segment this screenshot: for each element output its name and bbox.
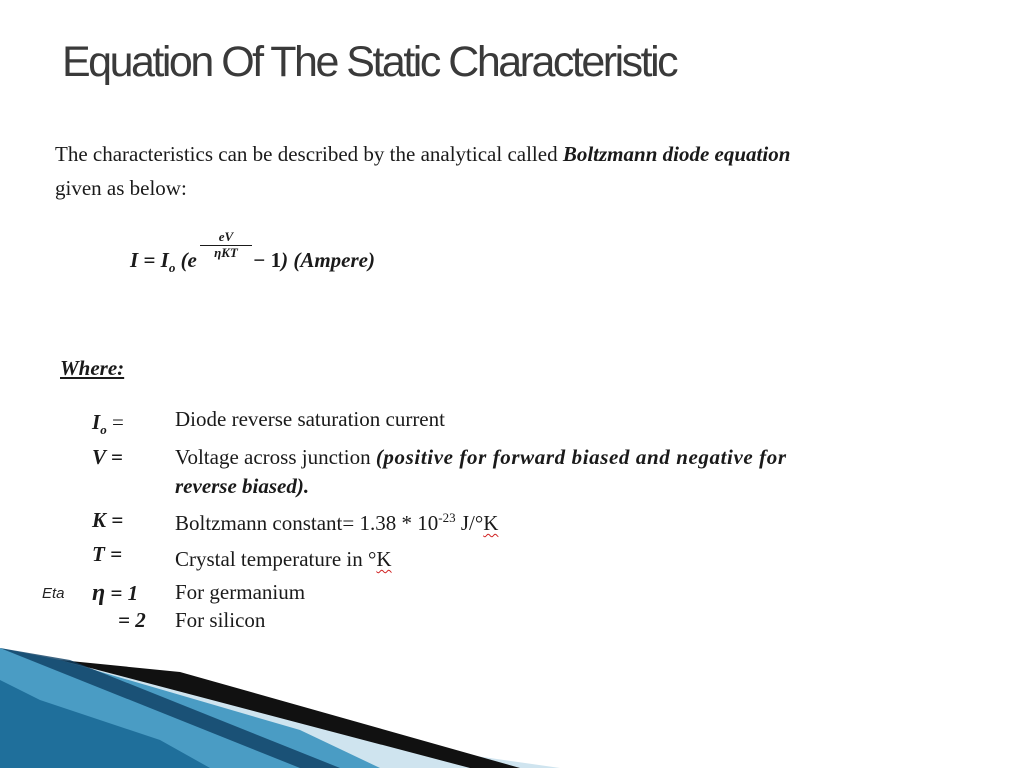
where-label: Where: xyxy=(60,356,125,380)
def-desc-k-exponent: -23 xyxy=(438,510,456,525)
eq-exp-denominator: ηKT xyxy=(214,245,238,260)
eq-open: (e xyxy=(175,248,197,272)
def-desc-v xyxy=(175,445,787,470)
eq-minus-one: − 1 xyxy=(248,248,282,272)
def-symbol-t: T = xyxy=(92,542,123,566)
def-desc-silicon: For silicon xyxy=(175,608,266,632)
intro-bold-term: Boltzmann diode equation xyxy=(562,142,791,166)
eta-note: Eta xyxy=(42,585,65,602)
eq-lhs: I = I xyxy=(130,248,169,272)
def-desc-k-text: Boltzmann constant= 1.38 * 10 xyxy=(175,511,439,535)
def-symbol-k: K = xyxy=(92,508,124,532)
def-desc-k-unit: K xyxy=(483,511,499,535)
def-desc-germanium: For germanium xyxy=(175,580,306,604)
def-desc-v-text: Voltage across junction xyxy=(175,445,376,469)
intro-line-2: given as below: xyxy=(55,176,187,200)
def-symbol-eta-eq: = 1 xyxy=(105,581,139,605)
intro-text: The characteristics can be described by the analytical called xyxy=(55,142,563,166)
eq-close: ) (Ampere) xyxy=(281,248,375,272)
def-desc-k-tail: J/° xyxy=(455,511,484,535)
def-symbol-eq: = xyxy=(106,410,124,434)
def-desc-k xyxy=(175,510,498,536)
diode-equation xyxy=(130,229,375,276)
def-desc-t-unit: K xyxy=(376,547,392,571)
def-symbol-v: V = xyxy=(92,445,123,469)
intro-line-1 xyxy=(55,142,790,167)
def-symbol-sub: o xyxy=(100,422,107,438)
def-symbol-eta xyxy=(92,580,138,607)
slide-title: Equation Of The Static Characteristic xyxy=(62,38,677,86)
eq-exponent xyxy=(200,230,252,260)
def-desc-v-line2: reverse biased). xyxy=(175,474,310,498)
eq-lhs-sub: o xyxy=(168,260,176,276)
def-symbol-eta-glyph: η xyxy=(92,580,106,606)
def-symbol-io xyxy=(92,410,124,438)
def-desc-io: Diode reverse saturation current xyxy=(175,407,445,431)
def-symbol-text: I xyxy=(92,410,101,434)
def-desc-t xyxy=(175,547,392,572)
def-symbol-eta-2: = 2 xyxy=(118,608,146,632)
eq-exp-numerator: eV xyxy=(200,230,252,246)
def-desc-t-text: Crystal temperature in ° xyxy=(175,547,377,571)
def-desc-v-bold: (positive for forward biased and negative for xyxy=(375,445,787,469)
